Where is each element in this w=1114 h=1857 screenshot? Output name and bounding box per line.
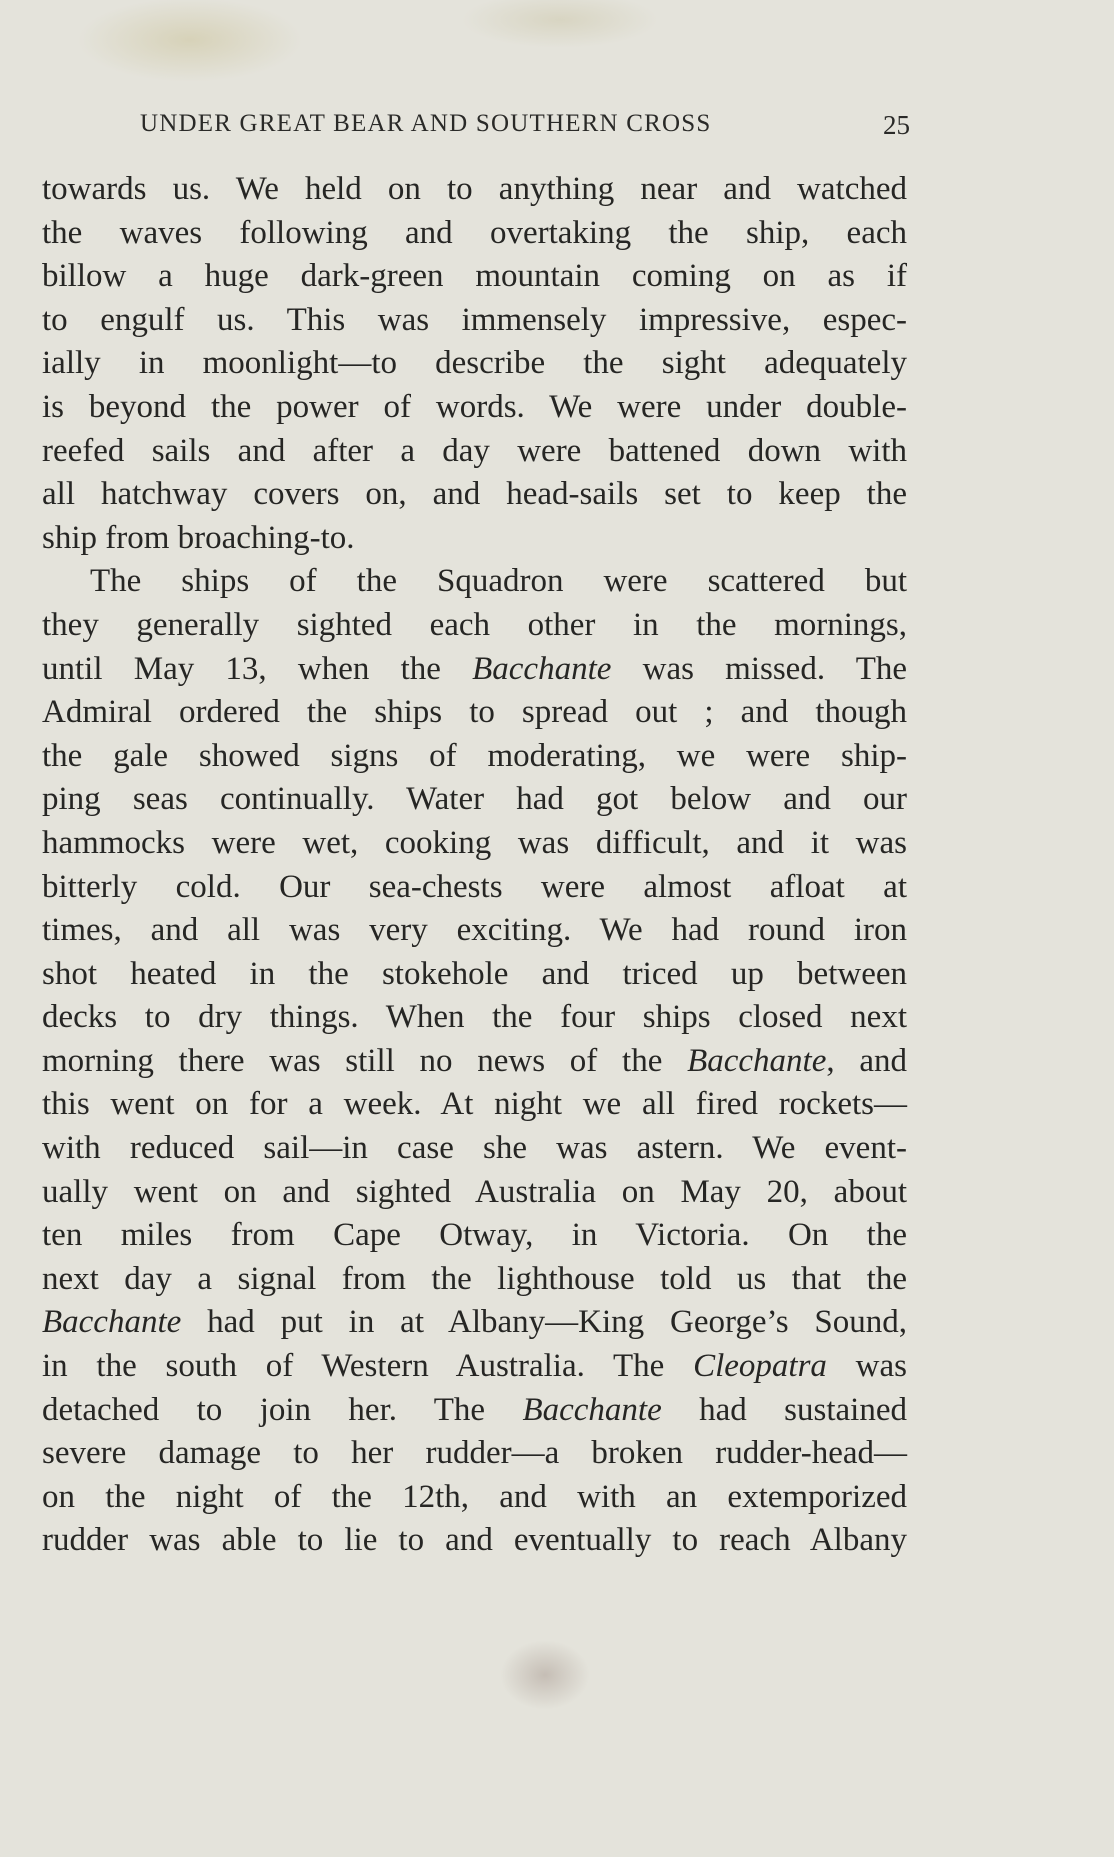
page-stain	[500, 1640, 590, 1710]
text-line: Bacchante had put in at Albany—King George’s Sound,	[42, 1304, 907, 1341]
ship-name: Bacchante	[42, 1304, 182, 1341]
running-title: UNDER GREAT BEAR AND SOUTHERN CROSS	[140, 110, 712, 137]
body-text	[42, 168, 907, 1563]
text-line: detached to join her. The Bacchante had sustained	[42, 1391, 907, 1428]
text-line: morning there was still no news of the Bacchante, and	[42, 1042, 907, 1079]
text-line: decks to dry things. When the four ships closed next	[42, 999, 907, 1036]
text-line: ship from broaching-to.	[42, 519, 355, 556]
text-line: all hatchway covers on, and head-sails set to keep the	[42, 476, 907, 513]
text-line: until May 13, when the Bacchante was missed. The	[42, 650, 907, 687]
ship-name: Bacchante	[687, 1042, 827, 1079]
text-line: is beyond the power of words. We were under double-	[42, 388, 907, 425]
text-line: Admiral ordered the ships to spread out ; and though	[42, 694, 907, 731]
text-line: severe damage to her rudder—a broken rudder-head—	[42, 1435, 907, 1472]
running-head	[140, 110, 910, 142]
text-line: billow a huge dark-green mountain coming on as if	[42, 258, 907, 295]
text-line: the waves following and overtaking the ship, each	[42, 214, 907, 251]
ship-name: Bacchante	[522, 1391, 662, 1428]
ship-name: Cleopatra	[693, 1348, 827, 1385]
text-line: with reduced sail—in case she was astern. We event-	[42, 1130, 907, 1167]
text-line: ten miles from Cape Otway, in Victoria. On the	[42, 1217, 907, 1254]
paragraph-2	[42, 560, 907, 1563]
text-line: in the south of Western Australia. The Cleopatra was	[42, 1348, 907, 1385]
ship-name: Bacchante	[472, 650, 612, 687]
text-line: times, and all was very exciting. We had round iron	[42, 912, 907, 949]
text-line: on the night of the 12th, and with an extemporized	[42, 1478, 907, 1515]
text-line: reefed sails and after a day were battened down with	[42, 432, 907, 469]
text-line: bitterly cold. Our sea-chests were almost afloat at	[42, 868, 907, 905]
text-line: hammocks were wet, cooking was difficult, and it was	[42, 824, 907, 861]
text-line: towards us. We held on to anything near and watched	[42, 171, 907, 207]
text-line: ially in moonlight—to describe the sight adequately	[42, 345, 907, 382]
text-line: next day a signal from the lighthouse told us that the	[42, 1260, 907, 1297]
text-line: The ships of the Squadron were scattered but	[90, 563, 907, 600]
text-line: ually went on and sighted Australia on May 20, about	[42, 1173, 907, 1210]
paragraph-1	[42, 168, 907, 560]
text-line: the gale showed signs of moderating, we were ship-	[42, 737, 907, 774]
text-line: this went on for a week. At night we all fired rockets—	[42, 1086, 907, 1123]
text-line: they generally sighted each other in the mornings,	[42, 606, 907, 643]
text-line: rudder was able to lie to and eventually to reach Albany	[42, 1522, 907, 1559]
text-line: to engulf us. This was immensely impressive, espec-	[42, 301, 907, 338]
text-line: shot heated in the stokehole and triced up between	[42, 955, 907, 992]
text-line: ping seas continually. Water had got below and our	[42, 781, 907, 818]
page-number: 25	[883, 110, 910, 140]
